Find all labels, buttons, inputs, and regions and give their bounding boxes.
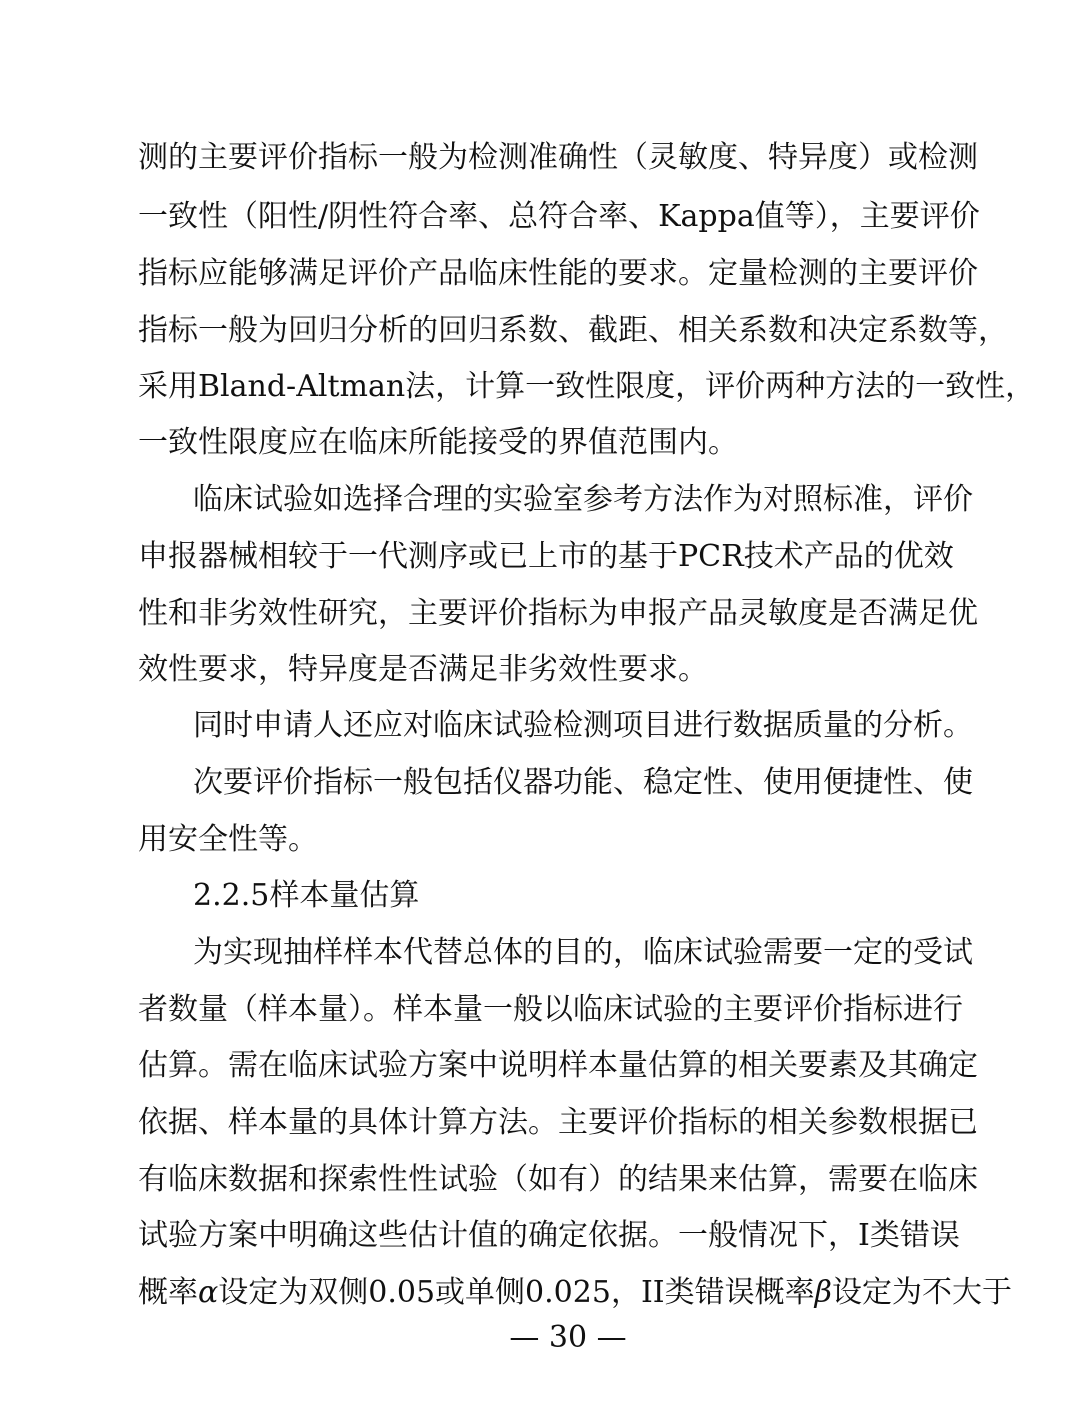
text-line: 性和非劣效性研究，主要评价指标为申报产品灵敏度是否满足优 (138, 596, 978, 631)
text-line: 为实现抽样样本代替总体的目的，临床试验需要一定的受试 (193, 935, 973, 970)
text-line: 次要评价指标一般包括仪器功能、稳定性、使用便捷性、使 (193, 765, 973, 800)
text-line: 用安全性等。 (138, 822, 318, 857)
text-line: 一致性（阳性/阴性符合率、总符合率、Kappa值等），主要评价 (138, 199, 980, 234)
text-line: 同时申请人还应对临床试验检测项目进行数据质量的分析。 (193, 708, 973, 743)
text-line: 指标应能够满足评价产品临床性能的要求。定量检测的主要评价 (138, 256, 978, 291)
text-line: 采用Bland-Altman法，计算一致性限度，评价两种方法的一致性， (138, 369, 1036, 404)
text-line: 估算。需在临床试验方案中说明样本量估算的相关要素及其确定 (138, 1048, 978, 1083)
text-segment: 概率 (138, 1275, 198, 1310)
text-line: 有临床数据和探索性性试验（如有）的结果来估算，需要在临床 (138, 1162, 978, 1197)
text-line: 依据、样本量的具体计算方法。主要评价指标的相关参数根据已 (138, 1105, 978, 1140)
text-line: 效性要求，特异度是否满足非劣效性要求。 (138, 652, 708, 687)
text-line: 试验方案中明确这些估计值的确定依据。一般情况下，I类错误 (138, 1218, 960, 1253)
beta-symbol: β (814, 1275, 832, 1310)
page-number: — 30 — (509, 1320, 627, 1355)
text-line-with-symbols (138, 1273, 1012, 1313)
text-line: 申报器械相较于一代测序或已上市的基于PCR技术产品的优效 (138, 539, 954, 574)
section-heading: 2.2.5样本量估算 (193, 878, 420, 913)
text-line: 者数量（样本量）。样本量一般以临床试验的主要评价指标进行 (138, 992, 963, 1027)
alpha-symbol: α (198, 1275, 219, 1310)
text-line: 指标一般为回归分析的回归系数、截距、相关系数和决定系数等， (138, 313, 1008, 348)
text-segment: 设定为不大于 (832, 1275, 1012, 1310)
text-line: 测的主要评价指标一般为检测准确性（灵敏度、特异度）或检测 (138, 140, 978, 175)
text-segment: 设定为双侧0.05或单侧0.025，II类错误概率 (218, 1275, 815, 1310)
text-line: 临床试验如选择合理的实验室参考方法作为对照标准，评价 (193, 482, 973, 517)
text-line: 一致性限度应在临床所能接受的界值范围内。 (138, 425, 738, 460)
